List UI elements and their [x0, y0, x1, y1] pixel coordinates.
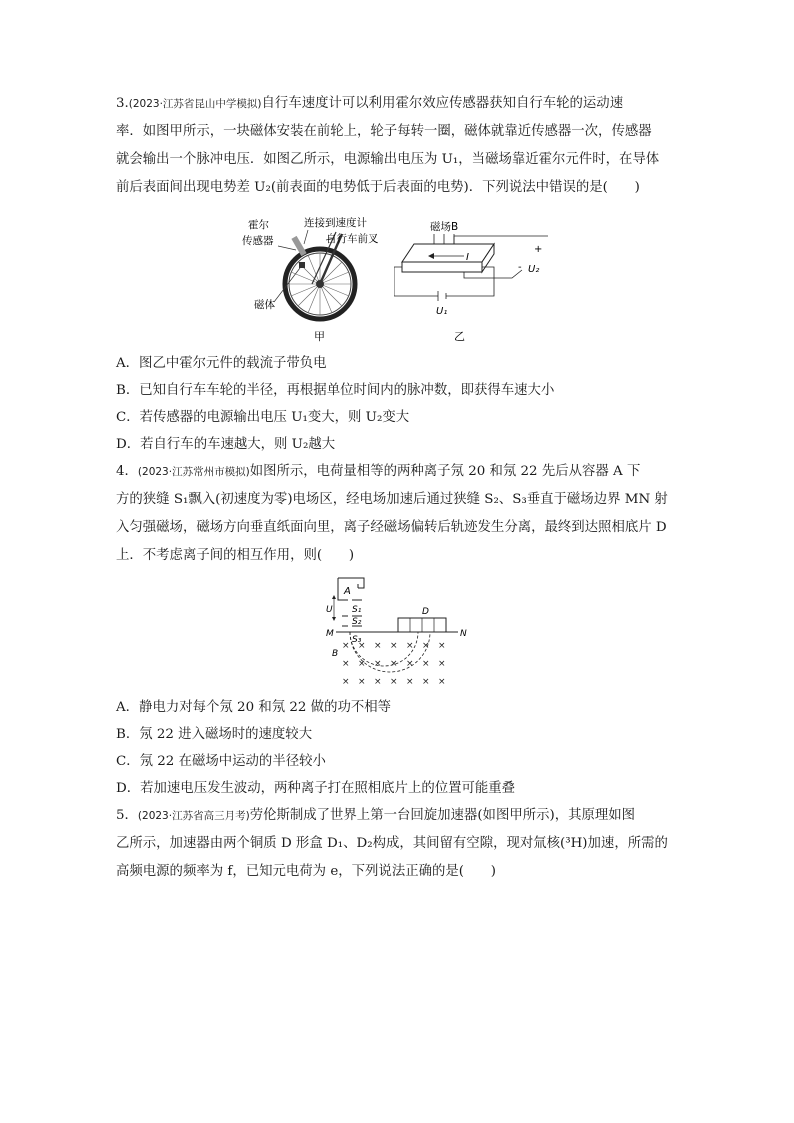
svg-text:×: × — [374, 659, 382, 669]
label-connect: 连接到速度计 — [304, 217, 367, 229]
label-n: N — [460, 629, 467, 639]
svg-text:×: × — [390, 641, 398, 651]
label-current: I — [466, 252, 469, 263]
q4-option-d: D．若加速电压发生波动，两种离子打在照相底片上的位置可能重叠 — [116, 781, 516, 796]
q5-text-1: 劳伦斯制成了世界上第一台回旋加速器(如图甲所示)，其原理如图 — [249, 808, 636, 823]
svg-text:×: × — [358, 677, 366, 687]
caption-jia: 甲 — [314, 330, 325, 343]
label-u1: U₁ — [436, 306, 448, 317]
svg-text:×: × — [422, 659, 430, 669]
label-plus: + — [534, 244, 543, 255]
label-magnet: 磁体 — [254, 299, 275, 311]
label-minus: - — [518, 262, 522, 273]
field-crosses — [342, 641, 446, 687]
svg-text:×: × — [342, 677, 350, 687]
q5-line-3: 高频电源的频率为 f，已知元电荷为 e，下列说法正确的是( ) — [116, 864, 496, 879]
q5-line-1 — [116, 806, 680, 826]
label-m: M — [326, 629, 334, 639]
q3-option-d: D．若自行车的车速越大，则 U₂越大 — [116, 437, 336, 452]
svg-text:×: × — [358, 641, 366, 651]
svg-text:×: × — [406, 659, 414, 669]
svg-text:×: × — [390, 677, 398, 687]
label-u2: U₂ — [528, 264, 540, 275]
q3-option-a: A．图乙中霍尔元件的载流子带负电 — [116, 356, 327, 371]
q4-text-1: 如图所示，电荷量相等的两种离子氖 20 和氖 22 先后从容器 A 下 — [249, 464, 641, 479]
label-field-b: 磁场B — [430, 221, 459, 233]
q4-option-a: A．静电力对每个氖 20 和氖 22 做的功不相等 — [116, 700, 392, 715]
label-a: A — [344, 586, 351, 597]
label-hall-1: 霍尔 — [248, 219, 269, 231]
svg-text:×: × — [438, 659, 446, 669]
svg-text:×: × — [422, 641, 430, 651]
figure-yi — [394, 214, 554, 344]
svg-text:×: × — [374, 677, 382, 687]
q3-option-c: C．若传感器的电源输出电压 U₁变大，则 U₂变大 — [116, 410, 410, 425]
svg-text:×: × — [438, 641, 446, 651]
q5-number: 5． — [116, 808, 138, 823]
photographic-plate-d — [398, 618, 446, 632]
q3-source: (2023·江苏省昆山中学模拟) — [128, 98, 262, 110]
svg-text:×: × — [438, 677, 446, 687]
q4-line-2: 方的狭缝 S₁飘入(初速度为零)电场区，经电场加速后通过狭缝 S₂、S₃垂直于磁场边界 MN 射 — [116, 492, 668, 507]
q4-source: (2023·江苏常州市模拟) — [137, 466, 250, 478]
q3-text-1: 自行车速度计可以利用霍尔效应传感器获知自行车轮的运动速 — [261, 96, 624, 111]
svg-text:×: × — [406, 677, 414, 687]
caption-yi: 乙 — [454, 330, 465, 343]
svg-text:×: × — [406, 641, 414, 651]
q3-line-2: 率．如图甲所示，一块磁体安装在前轮上，轮子每转一圈，磁体就靠近传感器一次，传感器 — [116, 124, 652, 139]
magnet — [299, 262, 305, 268]
q4-line-4: 上．不考虑离子间的相互作用，则( ) — [116, 548, 355, 563]
label-s2: S₂ — [352, 617, 362, 627]
label-hall-2: 传感器 — [242, 235, 274, 247]
label-fork: 自行车前叉 — [326, 233, 378, 245]
figure-jia — [238, 214, 378, 344]
q4-option-b: B．氖 22 进入磁场时的速度较大 — [116, 727, 313, 742]
q3-line-1 — [116, 94, 680, 114]
svg-text:×: × — [342, 659, 350, 669]
figure-mass-spectrometer — [322, 574, 482, 694]
q4-line-3: 入匀强磁场，磁场方向垂直纸面向里，离子经磁场偏转后轨迹发生分离，最终到达照相底片 D — [116, 520, 667, 535]
svg-text:×: × — [390, 659, 398, 669]
svg-text:×: × — [358, 659, 366, 669]
q4-number: 4． — [116, 464, 138, 479]
label-b: B — [332, 649, 339, 659]
q4-line-1 — [116, 462, 680, 482]
q4-option-c: C．氖 22 在磁场中运动的半径较小 — [116, 754, 326, 769]
q3-line-3: 就会输出一个脉冲电压．如图乙所示，电源输出电压为 U₁，当磁场靠近霍尔元件时，在导体 — [116, 152, 660, 167]
q5-source: (2023·江苏省高三月考) — [137, 810, 250, 822]
q5-line-2: 乙所示，加速器由两个铜质 D 形盒 D₁、D₂构成，其间留有空隙，现对氚核(³H)加速，所需的 — [116, 836, 668, 851]
svg-text:×: × — [374, 641, 382, 651]
hall-element — [402, 244, 494, 272]
label-d: D — [422, 607, 429, 617]
label-s3: S₃ — [352, 635, 362, 645]
label-u: U — [326, 605, 333, 615]
q3-number: 3. — [116, 96, 129, 111]
container-a — [338, 578, 364, 588]
q3-option-b: B．已知自行车车轮的半径，再根据单位时间内的脉冲数，即获得车速大小 — [116, 383, 555, 398]
label-s1: S₁ — [352, 605, 362, 615]
q3-line-4: 前后表面间出现电势差 U₂(前表面的电势低于后表面的电势)．下列说法中错误的是( ) — [116, 180, 640, 195]
svg-text:×: × — [342, 641, 350, 651]
svg-text:×: × — [422, 677, 430, 687]
